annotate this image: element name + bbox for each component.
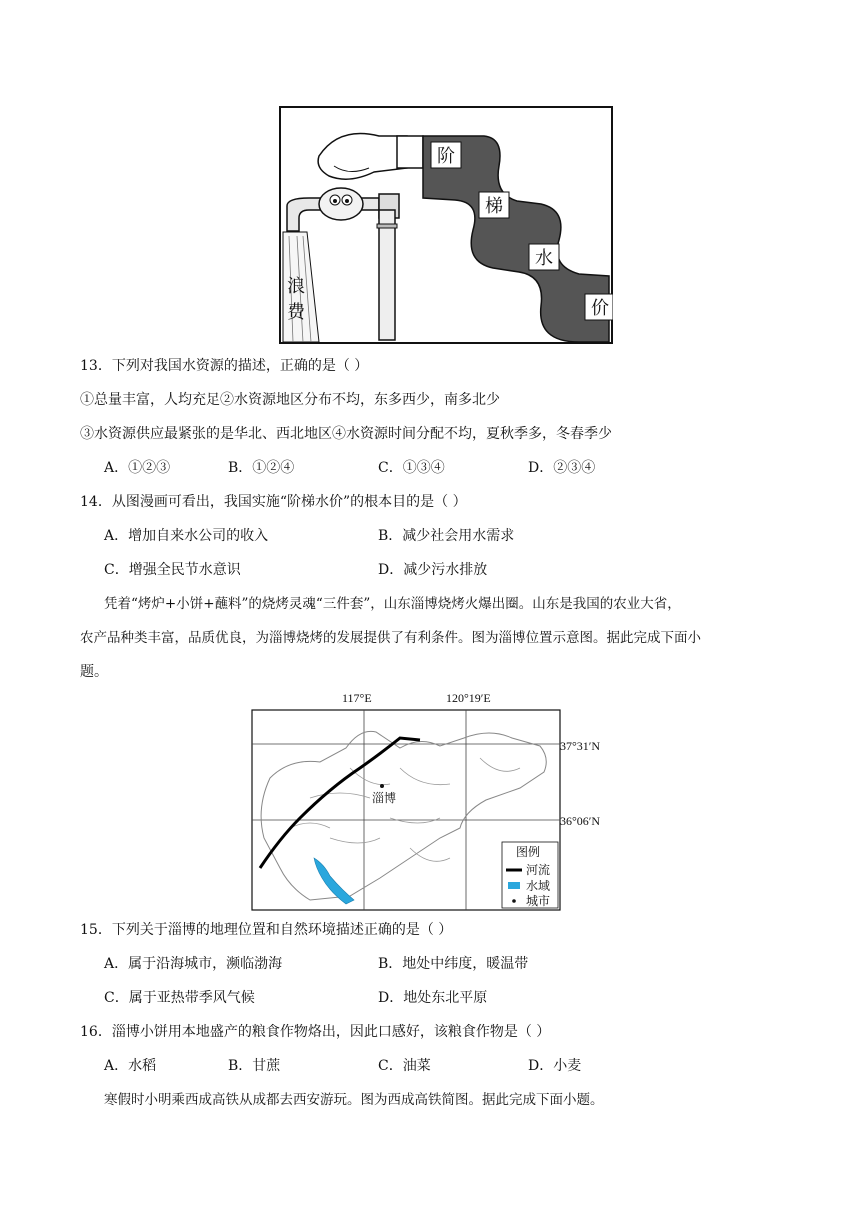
q16-option-a[interactable]: A．水稻 xyxy=(104,1058,157,1074)
q14-option-d[interactable]: D．减少污水排放 xyxy=(378,562,488,578)
q14-option-b[interactable]: B．减少社会用水需求 xyxy=(378,528,515,544)
q13-stem: 13．下列对我国水资源的描述，正确的是（ ） xyxy=(80,358,369,374)
q16-option-b[interactable]: B．甘蔗 xyxy=(228,1058,281,1074)
q13-option-d[interactable]: D．②③④ xyxy=(528,460,596,476)
legend-title: 图例 xyxy=(516,845,541,859)
legend-water-symbol xyxy=(508,882,520,889)
passage1-line2: 农产品种类丰富，品质优良，为淄博烧烤的发展提供了有利条件。图为淄博位置示意图。据此完成下面小 xyxy=(80,630,701,646)
q15-option-c[interactable]: C．属于亚热带季风气候 xyxy=(104,990,255,1006)
lat-label-36: 36°06′N xyxy=(560,814,601,828)
passage1-line3: 题。 xyxy=(80,664,108,680)
q16-stem: 16．淄博小饼用本地盛产的粮食作物烙出，因此口感好，该粮食作物是（ ） xyxy=(80,1024,551,1040)
cartoon-label-1: 阶 xyxy=(437,146,455,167)
legend-river: 河流 xyxy=(526,863,551,877)
lon-label-120: 120°19′E xyxy=(446,691,491,705)
q16-option-c[interactable]: C．油菜 xyxy=(378,1058,431,1074)
q14-stem: 14．从图漫画可看出，我国实施“阶梯水价”的根本目的是（ ） xyxy=(80,494,467,510)
cartoon-label-4: 价 xyxy=(591,298,609,319)
water-price-cartoon xyxy=(279,106,613,344)
passage1-line1: 凭着“烤炉+小饼+蘸料”的烧烤灵魂“三件套”，山东淄博烧烤火爆出圈。山东是我国的农业大省， xyxy=(104,596,681,612)
q16-option-d[interactable]: D．小麦 xyxy=(528,1058,582,1074)
q15-option-b[interactable]: B．地处中纬度，暖温带 xyxy=(378,956,529,972)
lon-label-117: 117°E xyxy=(342,691,372,705)
q14-option-c[interactable]: C．增强全民节水意识 xyxy=(104,562,241,578)
zibo-city-dot xyxy=(380,784,384,788)
passage2-line1: 寒假时小明乘西成高铁从成都去西安游玩。图为西成高铁简图。据此完成下面小题。 xyxy=(104,1092,604,1108)
cartoon-waste-1: 浪 xyxy=(287,276,305,297)
q13-option-c[interactable]: C．①③④ xyxy=(378,460,445,476)
cartoon-label-2: 梯 xyxy=(485,196,503,217)
legend-water: 水域 xyxy=(526,879,551,893)
legend-city: 城市 xyxy=(526,894,551,908)
q15-option-a[interactable]: A．属于沿海城市，濒临渤海 xyxy=(104,956,283,972)
q15-stem: 15．下列关于淄博的地理位置和自然环境描述正确的是（ ） xyxy=(80,922,453,938)
legend-city-symbol xyxy=(512,899,516,903)
q13-option-b[interactable]: B．①②④ xyxy=(228,460,295,476)
lat-label-37: 37°31′N xyxy=(560,739,601,753)
zibo-location-map xyxy=(250,688,620,912)
cartoon-waste-2: 费 xyxy=(287,302,305,323)
q13-statement-2: ③水资源供应最紧张的是华北、西北地区④水资源时间分配不均，夏秋季多，冬春季少 xyxy=(80,426,612,442)
cartoon-label-3: 水 xyxy=(535,248,553,269)
q13-statement-1: ①总量丰富，人均充足②水资源地区分布不均，东多西少，南多北少 xyxy=(80,392,500,408)
q14-option-a[interactable]: A．增加自来水公司的收入 xyxy=(104,528,269,544)
city-label: 淄博 xyxy=(372,791,397,805)
q15-option-d[interactable]: D．地处东北平原 xyxy=(378,990,488,1006)
q13-option-a[interactable]: A．①②③ xyxy=(104,460,171,476)
